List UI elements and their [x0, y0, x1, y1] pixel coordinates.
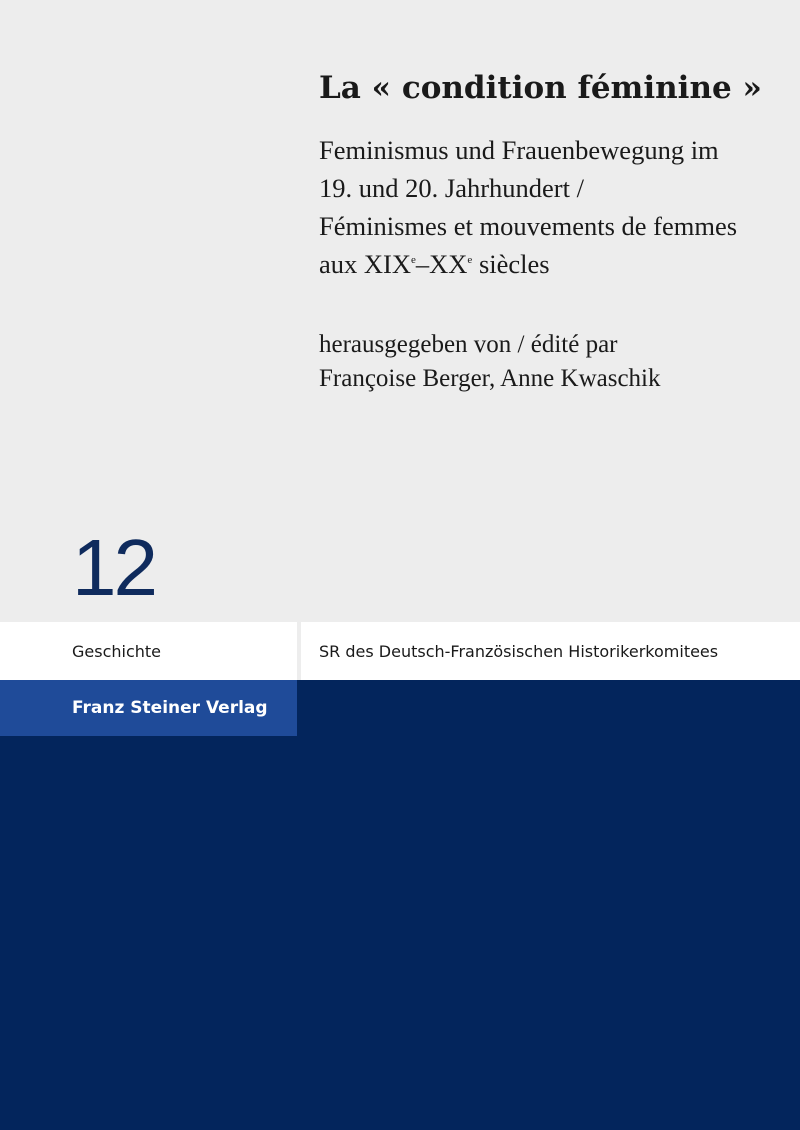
subtitle-line-4-suffix: siècles [472, 249, 550, 279]
subject-label: Geschichte [72, 642, 162, 661]
subtitle-line-4 [319, 245, 789, 283]
subtitle-line-3: Féminismes et mouvements de femmes [319, 211, 738, 241]
publisher-name: Franz Steiner Verlag [72, 698, 268, 718]
superscript-e: e [467, 254, 473, 266]
superscript-e: e [411, 254, 416, 266]
subtitle-line-1: Feminismus und Frauenbewegung im [319, 135, 719, 165]
editors-block [319, 328, 789, 396]
subtitle-line-4-mid: –XX [415, 249, 468, 279]
subtitle-line-2: 19. und 20. Jahrhundert / [319, 173, 584, 203]
editors-names: Françoise Berger, Anne Kwaschik [319, 365, 661, 392]
book-title: La « condition féminine » [319, 70, 762, 106]
cover-lower-panel [0, 680, 800, 1130]
series-band-divider [297, 622, 301, 680]
series-label: SR des Deutsch-Französischen Historikerkomitees [319, 642, 719, 661]
editors-intro: herausgegeben von / édité par [319, 331, 618, 358]
book-subtitle [319, 131, 789, 283]
volume-number: 12 [72, 523, 155, 612]
subtitle-line-4-prefix: aux XIX [319, 249, 411, 279]
